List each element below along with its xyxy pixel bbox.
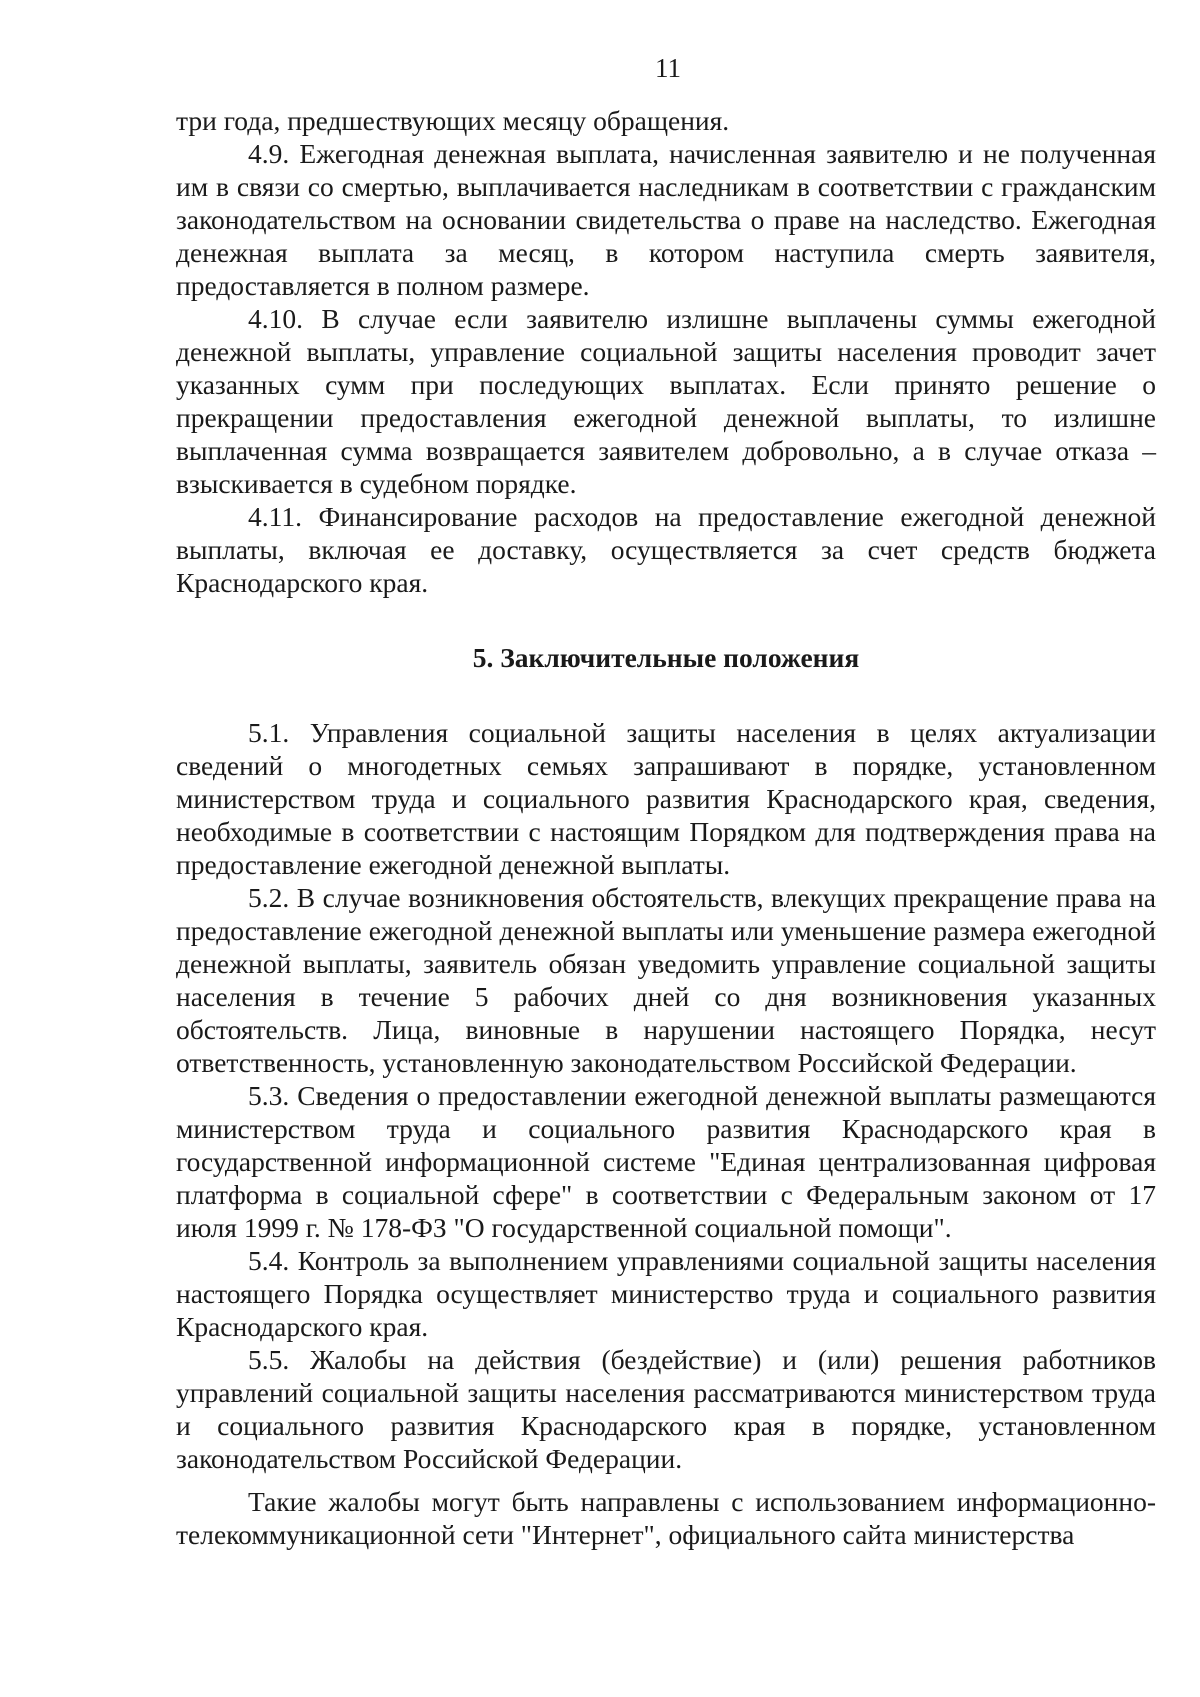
section-heading-5: 5. Заключительные положения [472, 642, 860, 673]
paragraph-4-10: 4.10. В случае если заявителю излишне выплачены суммы ежегодной денежной выплаты, управление социальной защиты населения проводит зачет указанных сумм при последующих выплатах. Если принято решение о прекращении предоставления ежегодной денежной выплаты, то излишне выплаченная сумма возвращается заявителем добровольно, а в случае отказа – взыскивается в судебном порядке. [176, 303, 1156, 499]
paragraph-5-3: 5.3. Сведения о предоставлении ежегодной денежной выплаты размещаются министерством труда и социального развития Краснодарского края в государственной информационной системе "Единая централизованная цифровая платформа в социальной сфере" в соответствии с Федеральным законом от 17 июля 1999 г. № 178-ФЗ "О государственной социальной помощи". [176, 1080, 1156, 1243]
paragraph-5-1: 5.1. Управления социальной защиты населения в целях актуализации сведений о многодетных семьях запрашивают в порядке, установленном министерством труда и социального развития Краснодарского края, сведения, необходимые в соответствии с настоящим Порядком для подтверждения права на предоставление ежегодной денежной выплаты. [176, 717, 1156, 880]
page-number: 11 [655, 53, 681, 83]
document-body [176, 104, 1156, 1551]
paragraph-5-2: 5.2. В случае возникновения обстоятельств, влекущих прекращение права на предоставление ежегодной денежной выплаты или уменьшение размера ежегодной денежной выплаты, заявитель обязан уведомить управление социальной защиты населения в течение 5 рабочих дней со дня возникновения указанных обстоятельств. Лица, виновные в нарушении настоящего Порядка, несут ответственность, установленную законодательством Российской Федерации. [176, 882, 1156, 1078]
paragraph-4-11: 4.11. Финансирование расходов на предоставление ежегодной денежной выплаты, включая ее доставку, осуществляется за счет средств бюджета Краснодарского края. [176, 501, 1156, 598]
paragraph-5-4: 5.4. Контроль за выполнением управлениями социальной защиты населения настоящего Порядка осуществляет министерство труда и социального развития Краснодарского края. [176, 1245, 1156, 1342]
paragraph-continuation: три года, предшествующих месяцу обращения. [176, 105, 730, 136]
paragraph-5-5: 5.5. Жалобы на действия (бездействие) и (или) решения работников управлений социальной защиты населения рассматриваются министерством труда и социального развития Краснодарского края в порядке, установленном законодательством Российской Федерации. [176, 1344, 1156, 1474]
paragraph-5-5-continuation: Такие жалобы могут быть направлены с использованием информационно-телекоммуникационной сети "Интернет", официального сайта министерства [176, 1486, 1156, 1550]
paragraph-4-9: 4.9. Ежегодная денежная выплата, начисленная заявителю и не полученная им в связи со смертью, выплачивается наследникам в соответствии с гражданским законодательством на основании свидетельства о праве на наследство. Ежегодная денежная выплата за месяц, в котором наступила смерть заявителя, предоставляется в полном размере. [176, 138, 1156, 301]
